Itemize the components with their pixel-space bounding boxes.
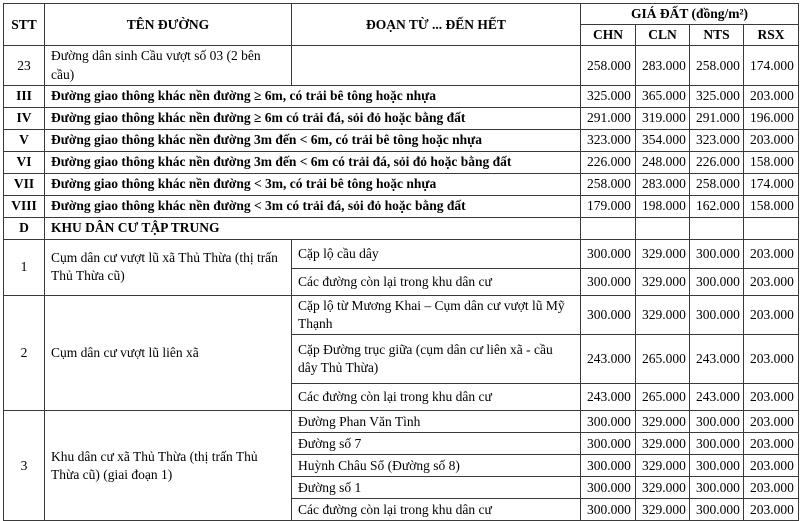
col-header-chn: CHN: [581, 25, 636, 46]
price-cell-chn: 300.000: [581, 455, 636, 477]
price-cell-nts: 300.000: [690, 433, 744, 455]
land-price-table: [3, 3, 799, 521]
stt-cell: VI: [4, 151, 45, 173]
price-cell-chn: [581, 217, 636, 239]
col-header-ten-duong: TÊN ĐƯỜNG: [45, 4, 292, 46]
price-cell-rsx: 203.000: [744, 268, 799, 295]
price-cell-nts: 258.000: [690, 46, 744, 85]
segment-cell: Đường Phan Văn Tình: [292, 411, 581, 433]
street-name-cell: Đường giao thông khác nền đường 3m đến < 6m có trải đá, sỏi đỏ hoặc bằng đất: [45, 151, 581, 173]
table-row-vii: [4, 173, 799, 195]
price-cell-nts: 291.000: [690, 107, 744, 129]
price-cell-chn: 291.000: [581, 107, 636, 129]
price-cell-nts: 300.000: [690, 455, 744, 477]
price-cell-rsx: 203.000: [744, 499, 799, 521]
price-cell-cln: 329.000: [636, 499, 690, 521]
segment-cell: Đường số 7: [292, 433, 581, 455]
price-cell-cln: 198.000: [636, 195, 690, 217]
table-row-group3-seg1: [4, 411, 799, 433]
price-cell-rsx: 203.000: [744, 85, 799, 107]
street-name-cell: Cụm dân cư vượt lũ liên xã: [45, 295, 292, 410]
street-name-cell: Đường dân sinh Cầu vượt số 03 (2 bên cầu): [45, 46, 292, 85]
street-name-cell: Đường giao thông khác nền đường ≥ 6m có trải đá, sỏi đỏ hoặc bằng đất: [45, 107, 581, 129]
price-cell-chn: 258.000: [581, 46, 636, 85]
price-cell-chn: 300.000: [581, 411, 636, 433]
price-cell-chn: 300.000: [581, 477, 636, 499]
price-cell-chn: 325.000: [581, 85, 636, 107]
stt-cell: 1: [4, 239, 45, 295]
header-row-top: [4, 4, 799, 25]
price-cell-cln: 265.000: [636, 384, 690, 411]
stt-cell: 3: [4, 411, 45, 521]
stt-cell: VIII: [4, 195, 45, 217]
price-cell-cln: 248.000: [636, 151, 690, 173]
col-header-doan: ĐOẠN TỪ ... ĐẾN HẾT: [292, 4, 581, 46]
price-cell-rsx: 203.000: [744, 239, 799, 268]
price-cell-cln: 329.000: [636, 239, 690, 268]
segment-cell: Các đường còn lại trong khu dân cư: [292, 384, 581, 411]
price-cell-nts: 300.000: [690, 239, 744, 268]
col-header-cln: CLN: [636, 25, 690, 46]
price-cell-nts: 226.000: [690, 151, 744, 173]
price-cell-rsx: [744, 217, 799, 239]
street-name-cell: Đường giao thông khác nền đường 3m đến < 6m, có trải bê tông hoặc nhựa: [45, 129, 581, 151]
col-header-gia-dat: GIÁ ĐẤT (đồng/m²): [581, 4, 799, 25]
price-cell-cln: 365.000: [636, 85, 690, 107]
price-cell-cln: 329.000: [636, 477, 690, 499]
stt-cell: VII: [4, 173, 45, 195]
table-row-d-section: [4, 217, 799, 239]
col-header-stt: STT: [4, 4, 45, 46]
price-cell-cln: 354.000: [636, 129, 690, 151]
street-name-cell: Đường giao thông khác nền đường < 3m, có trải bê tông hoặc nhựa: [45, 173, 581, 195]
price-cell-chn: 300.000: [581, 433, 636, 455]
table-row-iv: [4, 107, 799, 129]
stt-cell: V: [4, 129, 45, 151]
price-cell-cln: 329.000: [636, 411, 690, 433]
price-cell-chn: 300.000: [581, 295, 636, 334]
price-cell-rsx: 174.000: [744, 173, 799, 195]
price-cell-chn: 179.000: [581, 195, 636, 217]
col-header-nts: NTS: [690, 25, 744, 46]
table-row-23: [4, 46, 799, 85]
price-cell-rsx: 203.000: [744, 129, 799, 151]
price-cell-rsx: 203.000: [744, 433, 799, 455]
segment-cell: Huỳnh Châu Sổ (Đường số 8): [292, 455, 581, 477]
stt-cell: 23: [4, 46, 45, 85]
segment-cell: Các đường còn lại trong khu dân cư: [292, 268, 581, 295]
price-cell-cln: 329.000: [636, 433, 690, 455]
street-name-cell: Đường giao thông khác nền đường < 3m có trải đá, sỏi đỏ hoặc bằng đất: [45, 195, 581, 217]
price-cell-nts: 323.000: [690, 129, 744, 151]
segment-cell: Cặp lộ cầu dây: [292, 239, 581, 268]
price-cell-rsx: 158.000: [744, 195, 799, 217]
price-cell-nts: 325.000: [690, 85, 744, 107]
price-cell-cln: 283.000: [636, 46, 690, 85]
price-cell-nts: 300.000: [690, 477, 744, 499]
price-cell-rsx: 203.000: [744, 455, 799, 477]
price-cell-chn: 300.000: [581, 268, 636, 295]
price-cell-cln: 329.000: [636, 295, 690, 334]
price-cell-cln: 265.000: [636, 335, 690, 384]
price-cell-rsx: 203.000: [744, 411, 799, 433]
price-cell-rsx: 203.000: [744, 335, 799, 384]
col-header-rsx: RSX: [744, 25, 799, 46]
price-cell-cln: 329.000: [636, 455, 690, 477]
section-title-cell: KHU DÂN CƯ TẬP TRUNG: [45, 217, 581, 239]
price-cell-rsx: 196.000: [744, 107, 799, 129]
price-cell-nts: 162.000: [690, 195, 744, 217]
price-cell-nts: [690, 217, 744, 239]
price-cell-rsx: 174.000: [744, 46, 799, 85]
street-name-cell: Đường giao thông khác nền đường ≥ 6m, có trải bê tông hoặc nhựa: [45, 85, 581, 107]
price-cell-nts: 300.000: [690, 295, 744, 334]
price-cell-chn: 323.000: [581, 129, 636, 151]
table-row-viii: [4, 195, 799, 217]
price-cell-nts: 243.000: [690, 384, 744, 411]
stt-cell: 2: [4, 295, 45, 410]
stt-cell: IV: [4, 107, 45, 129]
table-row-iii: [4, 85, 799, 107]
segment-cell: Các đường còn lại trong khu dân cư: [292, 499, 581, 521]
price-cell-chn: 300.000: [581, 239, 636, 268]
price-cell-chn: 300.000: [581, 499, 636, 521]
table-row-group2-seg1: [4, 295, 799, 334]
price-cell-cln: 329.000: [636, 268, 690, 295]
price-cell-cln: 319.000: [636, 107, 690, 129]
price-cell-nts: 243.000: [690, 335, 744, 384]
price-cell-chn: 243.000: [581, 335, 636, 384]
table-row-group1-seg1: [4, 239, 799, 268]
price-cell-chn: 226.000: [581, 151, 636, 173]
stt-cell: D: [4, 217, 45, 239]
price-cell-nts: 300.000: [690, 268, 744, 295]
price-cell-rsx: 203.000: [744, 477, 799, 499]
price-cell-rsx: 203.000: [744, 295, 799, 334]
price-cell-chn: 243.000: [581, 384, 636, 411]
price-cell-chn: 258.000: [581, 173, 636, 195]
table-row-vi: [4, 151, 799, 173]
price-cell-rsx: 203.000: [744, 384, 799, 411]
segment-cell: [292, 46, 581, 85]
price-cell-nts: 258.000: [690, 173, 744, 195]
table-row-v: [4, 129, 799, 151]
price-cell-nts: 300.000: [690, 499, 744, 521]
stt-cell: III: [4, 85, 45, 107]
segment-cell: Cặp lộ từ Mương Khai – Cụm dân cư vượt lũ Mỹ Thạnh: [292, 295, 581, 334]
segment-cell: Cặp Đường trục giữa (cụm dân cư liên xã - cầu dây Thủ Thừa): [292, 335, 581, 384]
price-cell-rsx: 158.000: [744, 151, 799, 173]
street-name-cell: Cụm dân cư vượt lũ xã Thủ Thừa (thị trấn Thủ Thừa cũ): [45, 239, 292, 295]
price-cell-nts: 300.000: [690, 411, 744, 433]
price-cell-cln: 283.000: [636, 173, 690, 195]
street-name-cell: Khu dân cư xã Thủ Thừa (thị trấn Thủ Thừa cũ) (giai đoạn 1): [45, 411, 292, 521]
price-cell-cln: [636, 217, 690, 239]
segment-cell: Đường số 1: [292, 477, 581, 499]
